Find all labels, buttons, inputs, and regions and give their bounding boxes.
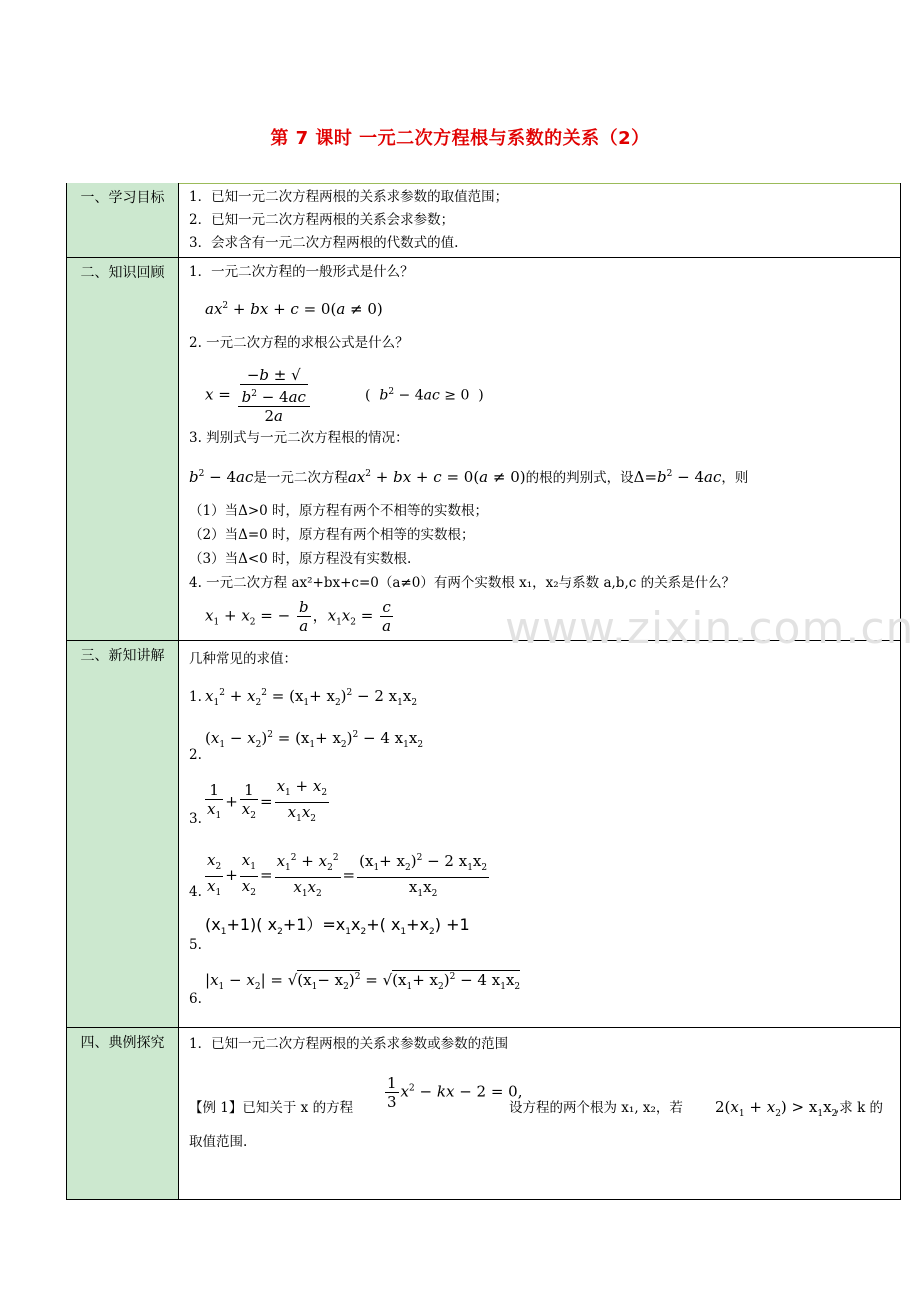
watermark: www.zixin.com.cn: [505, 603, 915, 654]
section-label: 一、学习目标: [67, 183, 179, 257]
goal-item: 2．已知一元二次方程两根的关系会求参数；: [189, 212, 455, 228]
section-new: [66, 640, 901, 1028]
review-question: 4. 一元二次方程 ax²+bx+c=0（a≠0）有两个实数根 x₁，x₂与系数 a,b,c 的关系是什么？: [189, 575, 736, 591]
example-1-equation: $\frac{1}{3}$ $x^2$ − kx − 2 = 0,: [387, 1074, 523, 1111]
quadratic-formula: x = −b ± √ $b^2 - 4ac$ 2a: [205, 366, 312, 425]
vieta-formula: $x_1 + x_2$ = − $\frac{b}{a}$ ，$x_1x_2$ = $\frac{c}{a}$: [205, 598, 392, 635]
text: ，则: [721, 470, 749, 486]
formula-number: 5.: [189, 937, 202, 953]
formula-1: $x_1^2 + x_2^2 = (x_1+ x_2)^2 - 2$ $x_1x_2$: [205, 687, 418, 708]
formula-5: $(x_1+1)$( $x_2+1)=x_1x_2+$( $x_1+x_2) +1$: [205, 915, 470, 938]
example-1-suffix: ,求 k 的: [835, 1100, 884, 1116]
case-line: （2）当Δ=0 时，原方程有两个相等的实数根；: [189, 527, 475, 543]
formula-4: $\frac{x_2}{x_1}$ + $\frac{x_1}{x_2}$ = $\frac{x_1^2 + x_2^2}{x_1x_2}$ = $\frac{(x_1+ x_2)^2 - 2 x_1x_2}{x_1x_2}$: [207, 850, 488, 899]
formula-6: $|x_1 - x_2| = √(x_1- x_2)^2 = √(x_1+ x_2)^2 - 4$ $x_1x_2$: [205, 971, 521, 992]
example-1-condition: $2(x_1 + x_2) > x_1x_2$: [715, 1098, 838, 1119]
formula-number: 1.: [189, 689, 202, 705]
example-heading: 1．已知一元二次方程两根的关系求参数或参数的范围: [189, 1036, 509, 1052]
text: 是一元二次方程: [253, 470, 348, 486]
goal-item: 1．已知一元二次方程两根的关系求参数的取值范围；: [189, 189, 509, 205]
text: 的根的判别式，设: [525, 470, 634, 486]
section-label: 四、典例探究: [67, 1028, 179, 1199]
discriminant-condition: ( $b^2 - 4ac \ge 0$ ): [365, 387, 484, 404]
intro-text: 几种常见的求值：: [189, 651, 297, 667]
section-examples: [66, 1027, 901, 1200]
formula-number: 3.: [189, 811, 202, 827]
section-review: [66, 257, 901, 641]
formula-number: 6.: [189, 991, 202, 1007]
discriminant-statement: $b^2 - 4ac$是一元二次方程$ax^2$ + bx + c = 0(a ≠ 0)的根的判别式，设$\Delta=b^2 - 4ac$，则: [189, 468, 749, 486]
section-goals: [66, 183, 901, 258]
example-1-line2: 取值范围.: [189, 1134, 248, 1150]
case-line: （1）当Δ>0 时，原方程有两个不相等的实数根；: [189, 503, 489, 519]
formula-number: 4.: [189, 884, 202, 900]
formula-3: $\frac{1}{x_1}$ + $\frac{1}{x_2}$ = $\frac{x_1 + x_2}{x_1x_2}$: [207, 777, 328, 824]
section-label: 二、知识回顾: [67, 258, 179, 640]
formula-2: $(x_1 - x_2)^2 = (x_1+ x_2)^2 - 4$ $x_1x_2$: [205, 729, 424, 750]
example-1-mid: 设方程的两个根为 x₁, x₂，若: [509, 1100, 683, 1116]
formula-number: 2.: [189, 747, 202, 763]
review-question: 1．一元二次方程的一般形式是什么？: [189, 264, 414, 280]
review-question: 2. 一元二次方程的求根公式是什么？: [189, 335, 409, 351]
case-line: （3）当Δ<0 时，原方程没有实数根.: [189, 551, 412, 567]
goal-item: 3．会求含有一元二次方程两根的代数式的值.: [189, 235, 459, 251]
section-label: 三、新知讲解: [67, 641, 179, 1027]
general-form-formula: $ax^2$ + bx + c = 0(a ≠ 0): [205, 300, 383, 318]
page-title: 第 7 课时 一元二次方程根与系数的关系（2）: [270, 128, 650, 149]
review-question: 3. 判别式与一元二次方程根的情况：: [189, 430, 409, 446]
example-1-prefix: 【例 1】已知关于 x 的方程: [189, 1100, 354, 1116]
